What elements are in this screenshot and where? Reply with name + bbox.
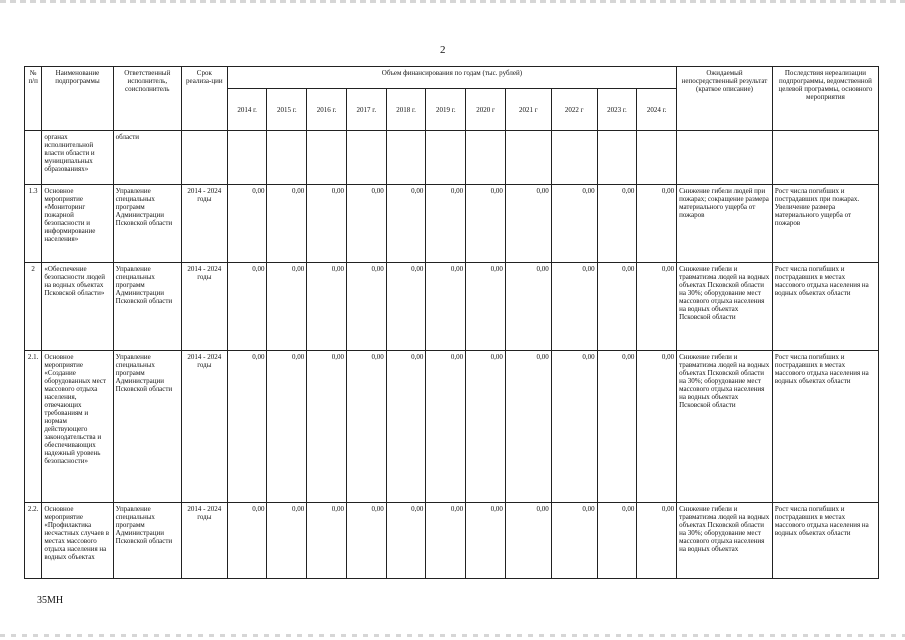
cont-name: органах исполнительной власти области и муниципальных образованиях» [42,131,113,185]
funding-value: 0,00 [426,185,466,263]
funding-value: 0,00 [386,263,426,351]
row-number: 2 [25,263,42,351]
funding-value: 0,00 [346,185,386,263]
funding-value: 0,00 [227,503,267,579]
row-responsible: Управление специальных программ Администрации Псковской области [113,263,181,351]
row-result: Снижение гибели и травматизма людей на водных объектах Псковской области на 30%; оборудование мест массового отдыха населения на водных объектах Псковской области [677,351,773,503]
footer-code: 35МН [37,595,64,606]
row-term: 2014 - 2024 годы [181,503,227,579]
row-name: «Обеспечение безопасности людей на водных объектах Псковской области» [42,263,113,351]
row-responsible: Управление специальных программ Администрации Псковской области [113,351,181,503]
funding-value: 0,00 [227,185,267,263]
row-consequence: Рост числа погибших и пострадавших в местах массового отдыха населения на водных объектах области [772,351,878,503]
year-header: 2022 г [551,89,597,131]
cont-no [25,131,42,185]
funding-value: 0,00 [637,503,677,579]
header-name: Наименование подпрограммы [42,67,113,131]
header-result: Ожидаемый непосредственный результат (краткое описание) [677,67,773,131]
scan-edge-top [0,0,905,3]
year-header: 2018 г. [386,89,426,131]
row-consequence: Рост числа погибших и пострадавших при пожарах. Увеличение размера материального ущерба от пожаров [772,185,878,263]
table-row [25,185,879,263]
table-row [25,263,879,351]
funding-value: 0,00 [386,185,426,263]
header-term: Срок реализа-ции [181,67,227,131]
row-number: 2.2. [25,503,42,579]
row-consequence: Рост числа погибших и пострадавших в местах массового отдыха населения на водных объектах области [772,263,878,351]
funding-value: 0,00 [597,351,637,503]
header-no: № п/п [25,67,42,131]
funding-value: 0,00 [346,503,386,579]
row-responsible: Управление специальных программ Администрации Псковской области [113,185,181,263]
cont-resp: области [113,131,181,185]
year-header: 2017 г. [346,89,386,131]
funding-value: 0,00 [505,263,551,351]
row-responsible: Управление специальных программ Администрации Псковской области [113,503,181,579]
row-number: 2.1. [25,351,42,503]
funding-value: 0,00 [551,503,597,579]
funding-value: 0,00 [551,185,597,263]
year-header: 2024 г. [637,89,677,131]
scan-edge-bottom [0,634,905,637]
year-header: 2023 г. [597,89,637,131]
funding-value: 0,00 [637,263,677,351]
year-header: 2020 г [466,89,506,131]
funding-value: 0,00 [466,185,506,263]
header-consequence: Последствия нереализации подпрограммы, ведомственной целевой программы, основного мероприятия [772,67,878,131]
page-number: 2 [440,44,446,56]
funding-value: 0,00 [386,351,426,503]
row-name: Основное мероприятие «Профилактика несчастных случаев в местах массового отдыха населения на водных объектах [42,503,113,579]
funding-value: 0,00 [551,263,597,351]
header-responsible: Ответственный исполнитель, соисполнитель [113,67,181,131]
funding-value: 0,00 [227,263,267,351]
funding-value: 0,00 [307,503,347,579]
year-header: 2015 г. [267,89,307,131]
row-term: 2014 - 2024 годы [181,263,227,351]
funding-value: 0,00 [466,503,506,579]
funding-value: 0,00 [426,263,466,351]
funding-value: 0,00 [597,503,637,579]
row-term: 2014 - 2024 годы [181,351,227,503]
funding-value: 0,00 [637,351,677,503]
funding-value: 0,00 [386,503,426,579]
funding-value: 0,00 [466,351,506,503]
funding-value: 0,00 [551,351,597,503]
funding-value: 0,00 [505,351,551,503]
funding-value: 0,00 [637,185,677,263]
funding-value: 0,00 [597,185,637,263]
program-table [24,66,879,579]
funding-value: 0,00 [307,263,347,351]
funding-value: 0,00 [466,263,506,351]
row-number: 1.3 [25,185,42,263]
funding-value: 0,00 [267,263,307,351]
funding-value: 0,00 [597,263,637,351]
row-name: Основное мероприятие «Мониторинг пожарной безопасности и информирование населения» [42,185,113,263]
funding-value: 0,00 [267,185,307,263]
funding-value: 0,00 [267,503,307,579]
funding-value: 0,00 [307,185,347,263]
funding-value: 0,00 [307,351,347,503]
table-row [25,351,879,503]
funding-value: 0,00 [505,503,551,579]
continuation-row [25,131,879,185]
year-header: 2021 г [505,89,551,131]
year-header: 2016 г. [307,89,347,131]
funding-value: 0,00 [505,185,551,263]
funding-value: 0,00 [227,351,267,503]
row-consequence: Рост числа погибших и пострадавших в местах массового отдыха населения на водных объектах области [772,503,878,579]
row-name: Основное мероприятие «Создание оборудованных мест массового отдыха населения, отвечающих требованиям и нормам действующего законодательства и обеспечивающих надежный уровень безопасности» [42,351,113,503]
row-result: Снижение гибели и травматизма людей на водных объектах Псковской области на 30%; оборудование мест массового отдыха населения на водных объектах Псковской области [677,263,773,351]
funding-value: 0,00 [426,503,466,579]
row-result: Снижение гибели и травматизма людей на водных объектах Псковской области на 30%; оборудование мест массового отдыха населения на водных объектах [677,503,773,579]
funding-value: 0,00 [346,351,386,503]
year-header: 2019 г. [426,89,466,131]
row-term: 2014 - 2024 годы [181,185,227,263]
funding-value: 0,00 [426,351,466,503]
funding-value: 0,00 [267,351,307,503]
header-funding: Объем финансирования по годам (тыс. рублей) [227,67,676,89]
row-result: Снижение гибели людей при пожарах; сокращение размера материального ущерба от пожаров [677,185,773,263]
funding-value: 0,00 [346,263,386,351]
table-row [25,503,879,579]
year-header: 2014 г. [227,89,267,131]
